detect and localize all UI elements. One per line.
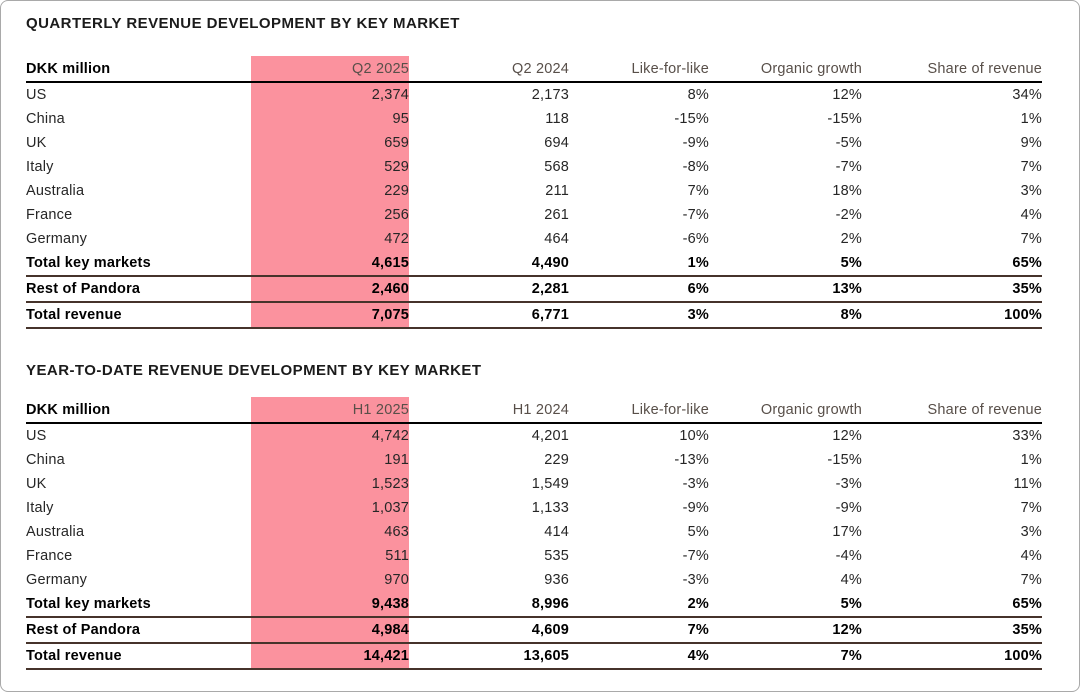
table-cell: 2,173	[531, 87, 569, 103]
table-cell: -2%	[835, 207, 862, 223]
table-cell: -9%	[682, 500, 709, 516]
table-cell: 1,037	[251, 496, 409, 520]
table-cell: 10%	[679, 428, 709, 444]
table-cell: 211	[545, 183, 569, 199]
market-row-china	[26, 448, 1042, 472]
market-row-china	[26, 107, 1042, 131]
table-cell: 463	[251, 520, 409, 544]
market-row-italy	[26, 496, 1042, 520]
table-cell: 2%	[569, 592, 709, 617]
row-label: China	[26, 111, 65, 127]
table-cell: 5%	[687, 524, 709, 540]
table-cell: 5%	[709, 251, 862, 276]
market-row-germany	[26, 227, 1042, 251]
table-cell: 229	[251, 179, 409, 203]
row-label: China	[26, 452, 65, 468]
total-row-total-key-markets	[26, 592, 1042, 617]
column-header-h1-2024: H1 2024	[409, 397, 569, 423]
table-cell: 118	[545, 111, 569, 127]
table-cell: 9,438	[251, 592, 409, 617]
table-cell: 95	[251, 107, 409, 131]
market-row-australia	[26, 520, 1042, 544]
table-cell: 7,075	[251, 302, 409, 328]
ytd-revenue-table	[26, 397, 1042, 670]
report-content	[1, 1, 1079, 670]
table-cell: 4%	[840, 572, 862, 588]
column-header-share-of-revenue: Share of revenue	[862, 56, 1042, 82]
header-row	[26, 56, 1042, 82]
table-cell: 6,771	[409, 302, 569, 328]
table-cell: 8,996	[409, 592, 569, 617]
row-label: Rest of Pandora	[26, 276, 251, 302]
table-cell: 1%	[1020, 111, 1042, 127]
row-label: US	[26, 428, 47, 444]
table-cell: -6%	[682, 231, 709, 247]
market-row-uk	[26, 472, 1042, 496]
table-cell: -4%	[835, 548, 862, 564]
table-cell: 261	[544, 207, 569, 223]
table-cell: 2,281	[409, 276, 569, 302]
table-cell: -7%	[682, 548, 709, 564]
table-cell: 229	[544, 452, 569, 468]
row-label: Australia	[26, 183, 85, 199]
table-cell: 7%	[569, 617, 709, 643]
table-cell: 7%	[1020, 231, 1042, 247]
table-cell: 18%	[832, 183, 862, 199]
market-row-australia	[26, 179, 1042, 203]
column-header-q2-2025: Q2 2025	[251, 56, 409, 82]
table-cell: 191	[251, 448, 409, 472]
quarterly-revenue-section	[26, 15, 1079, 329]
table-cell: 100%	[862, 302, 1042, 328]
quarterly-section-title: QUARTERLY REVENUE DEVELOPMENT BY KEY MARKET	[26, 15, 460, 32]
table-cell: 14,421	[251, 643, 409, 669]
table-cell: 1%	[569, 251, 709, 276]
table-cell: 4,201	[531, 428, 569, 444]
table-cell: 535	[544, 548, 569, 564]
table-cell: 8%	[709, 302, 862, 328]
table-cell: 4%	[569, 643, 709, 669]
table-cell: 13,605	[409, 643, 569, 669]
table-cell: 9%	[1020, 135, 1042, 151]
row-label: Total revenue	[26, 302, 251, 328]
table-cell: 33%	[1012, 428, 1042, 444]
row-label: Rest of Pandora	[26, 617, 251, 643]
row-label: Germany	[26, 572, 88, 588]
table-cell: -15%	[674, 111, 709, 127]
table-cell: 7%	[1020, 572, 1042, 588]
market-row-italy	[26, 155, 1042, 179]
table-cell: 7%	[1020, 500, 1042, 516]
total-row-total-revenue	[26, 302, 1042, 328]
table-cell: -7%	[835, 159, 862, 175]
table-cell: 3%	[569, 302, 709, 328]
column-header-like-for-like: Like-for-like	[569, 56, 709, 82]
table-cell: 100%	[862, 643, 1042, 669]
table-cell: 464	[544, 231, 569, 247]
table-cell: 256	[251, 203, 409, 227]
market-row-france	[26, 544, 1042, 568]
table-cell: 65%	[862, 251, 1042, 276]
total-row-rest-of-pandora	[26, 617, 1042, 643]
row-label: UK	[26, 135, 47, 151]
row-label: Total key markets	[26, 251, 251, 276]
table-cell: -3%	[835, 476, 862, 492]
row-label: Italy	[26, 500, 54, 516]
row-label: US	[26, 87, 47, 103]
table-cell: -9%	[682, 135, 709, 151]
table-cell: 4,609	[409, 617, 569, 643]
table-cell: 568	[544, 159, 569, 175]
row-label: UK	[26, 476, 47, 492]
column-header-share-of-revenue: Share of revenue	[862, 397, 1042, 423]
market-row-germany	[26, 568, 1042, 592]
ytd-revenue-section	[26, 362, 1079, 670]
table-cell: 7%	[1020, 159, 1042, 175]
table-cell: 4%	[1020, 548, 1042, 564]
column-header-h1-2025: H1 2025	[251, 397, 409, 423]
table-cell: 34%	[1012, 87, 1042, 103]
column-header-dkk-million: DKK million	[26, 56, 251, 82]
table-cell: 4,490	[409, 251, 569, 276]
table-cell: 2,460	[251, 276, 409, 302]
column-header-dkk-million: DKK million	[26, 397, 251, 423]
table-cell: 5%	[709, 592, 862, 617]
table-cell: 1,549	[531, 476, 569, 492]
table-cell: 2%	[840, 231, 862, 247]
table-cell: 4,615	[251, 251, 409, 276]
row-label: Australia	[26, 524, 85, 540]
table-cell: 3%	[1020, 524, 1042, 540]
table-cell: 6%	[569, 276, 709, 302]
column-header-organic-growth: Organic growth	[709, 397, 862, 423]
table-cell: 12%	[709, 617, 862, 643]
total-row-rest-of-pandora	[26, 276, 1042, 302]
table-cell: 7%	[709, 643, 862, 669]
table-cell: 659	[251, 131, 409, 155]
table-cell: 8%	[687, 87, 709, 103]
table-cell: -3%	[682, 572, 709, 588]
table-cell: 35%	[862, 276, 1042, 302]
table-cell: 4%	[1020, 207, 1042, 223]
table-cell: 13%	[709, 276, 862, 302]
row-label: France	[26, 548, 73, 564]
table-cell: -8%	[682, 159, 709, 175]
table-cell: -3%	[682, 476, 709, 492]
table-cell: 11%	[1013, 476, 1042, 492]
row-label: Total revenue	[26, 643, 251, 669]
market-row-france	[26, 203, 1042, 227]
row-label: Total key markets	[26, 592, 251, 617]
table-cell: -13%	[674, 452, 709, 468]
column-header-like-for-like: Like-for-like	[569, 397, 709, 423]
table-cell: 4,742	[251, 423, 409, 448]
row-label: France	[26, 207, 73, 223]
table-cell: 529	[251, 155, 409, 179]
market-row-uk	[26, 131, 1042, 155]
table-cell: 414	[544, 524, 569, 540]
table-cell: 12%	[832, 428, 862, 444]
table-cell: 3%	[1020, 183, 1042, 199]
total-row-total-revenue	[26, 643, 1042, 669]
header-row	[26, 397, 1042, 423]
table-cell: -15%	[827, 111, 862, 127]
row-label: Germany	[26, 231, 88, 247]
column-header-q2-2024: Q2 2024	[409, 56, 569, 82]
table-cell: -7%	[682, 207, 709, 223]
market-row-us	[26, 82, 1042, 107]
table-cell: 2,374	[251, 82, 409, 107]
table-cell: -9%	[835, 500, 862, 516]
table-cell: 1,523	[251, 472, 409, 496]
quarterly-revenue-table	[26, 56, 1042, 329]
table-cell: 472	[251, 227, 409, 251]
table-cell: 12%	[832, 87, 862, 103]
table-cell: 7%	[687, 183, 709, 199]
table-cell: 694	[544, 135, 569, 151]
row-label: Italy	[26, 159, 54, 175]
table-cell: 1,133	[531, 500, 569, 516]
table-cell: 4,984	[251, 617, 409, 643]
table-cell: -5%	[835, 135, 862, 151]
table-cell: 936	[544, 572, 569, 588]
total-row-total-key-markets	[26, 251, 1042, 276]
table-cell: 970	[251, 568, 409, 592]
table-cell: 511	[251, 544, 409, 568]
table-cell: 65%	[862, 592, 1042, 617]
table-cell: 17%	[832, 524, 862, 540]
market-row-us	[26, 423, 1042, 448]
ytd-section-title: YEAR-TO-DATE REVENUE DEVELOPMENT BY KEY MARKET	[26, 362, 482, 379]
table-cell: 1%	[1020, 452, 1042, 468]
column-header-organic-growth: Organic growth	[709, 56, 862, 82]
table-cell: -15%	[827, 452, 862, 468]
table-cell: 35%	[862, 617, 1042, 643]
